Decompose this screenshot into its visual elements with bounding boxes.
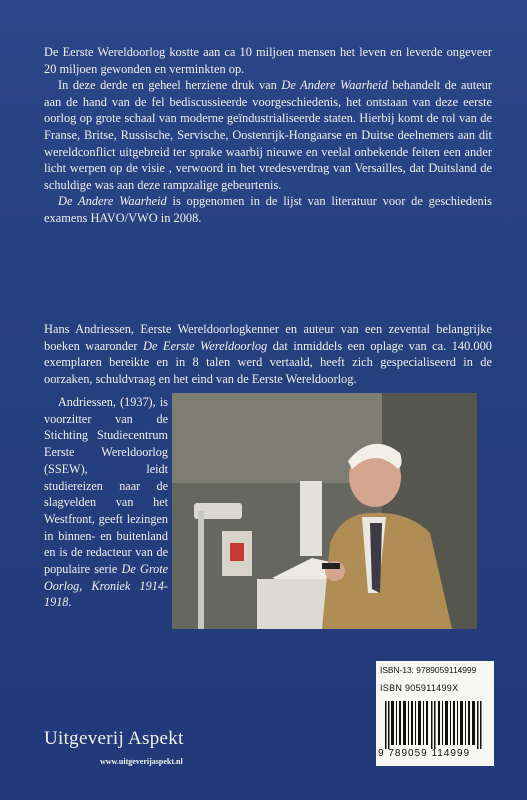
barcode-digits: 9 789059 114999 — [378, 748, 471, 759]
book-title: De Andere Waarheid — [281, 78, 388, 93]
publisher-name: Uitgeverij Aspekt — [44, 728, 184, 749]
blurb-paragraph-2: In deze derde en geheel herziene druk van De Andere Waarheid behandelt de auteur aan de hand van de fel bediscussieerde voorgeschiedenis, het ontstaan van deze eerste oorlog op grote schaal van moderne geïndustrialiseerde staten. Hierbij komt de rol van de Franse, Britse, Russische, Servische, Oostenrijk-Hongaarse en Duitse deelnemers aan dit wereldconflict uitgebreid ter sprake waarbij nieuwe en veelal onbekende feiten een ander licht werpen op de visie , verwoord in het vredesverdrag van Versailles, dat Duitsland de schuldige was aan deze rampzalige gebeurtenis. — [44, 78, 492, 192]
author-paragraph: Hans Andriessen, Eerste Wereldoorlogkenner en auteur van een zevental belangrijke boeken waaronder De Eerste Wereldoorlog dat inmiddels een oplage van ca. 140.000 exemplaren bereikte en in 8 talen werd vertaald, heeft zich gespecialiseerd in de oorzaken, schuldvraag en het eind van de Eerste Wereldoorlog. — [44, 322, 492, 386]
barcode-bars — [385, 701, 485, 749]
book-blurb — [44, 44, 492, 227]
series-title: De Grote Oorlog, Kroniek 1914-1918 — [44, 562, 168, 610]
publisher-website: www.uitgeverijaspekt.nl — [100, 757, 183, 766]
isbn13-text: ISBN-13: 9789059114999 — [380, 665, 477, 675]
book-title: De Andere Waarheid — [58, 194, 167, 209]
other-book-title: De Eerste Wereldoorlog — [143, 338, 268, 353]
author-bio-text: Andriessen, (1937), is voorzitter van de Stichting Studiecentrum Eerste Wereldoorlog (SSEW), leidt studiereizen naar de slagvelden van het Westfront, geeft lezingen in binnen- en buitenland en is de redacteur van de populaire serie De Grote Oorlog, Kroniek 1914-1918. — [44, 395, 168, 610]
author-bio — [44, 394, 168, 611]
blurb-paragraph-1: De Eerste Wereldoorlog kostte aan ca 10 miljoen mensen het leven en leverde ongeveer 20 miljoen gewonden en verminkten op. — [44, 45, 492, 76]
barcode-label — [376, 661, 494, 766]
author-intro — [44, 321, 492, 387]
author-photo — [172, 393, 477, 629]
isbn10-text: ISBN 905911499X — [380, 683, 459, 693]
blurb-paragraph-3: De Andere Waarheid is opgenomen in de lijst van literatuur voor de geschiedenis examens HAVO/VWO in 2008. — [44, 194, 492, 225]
